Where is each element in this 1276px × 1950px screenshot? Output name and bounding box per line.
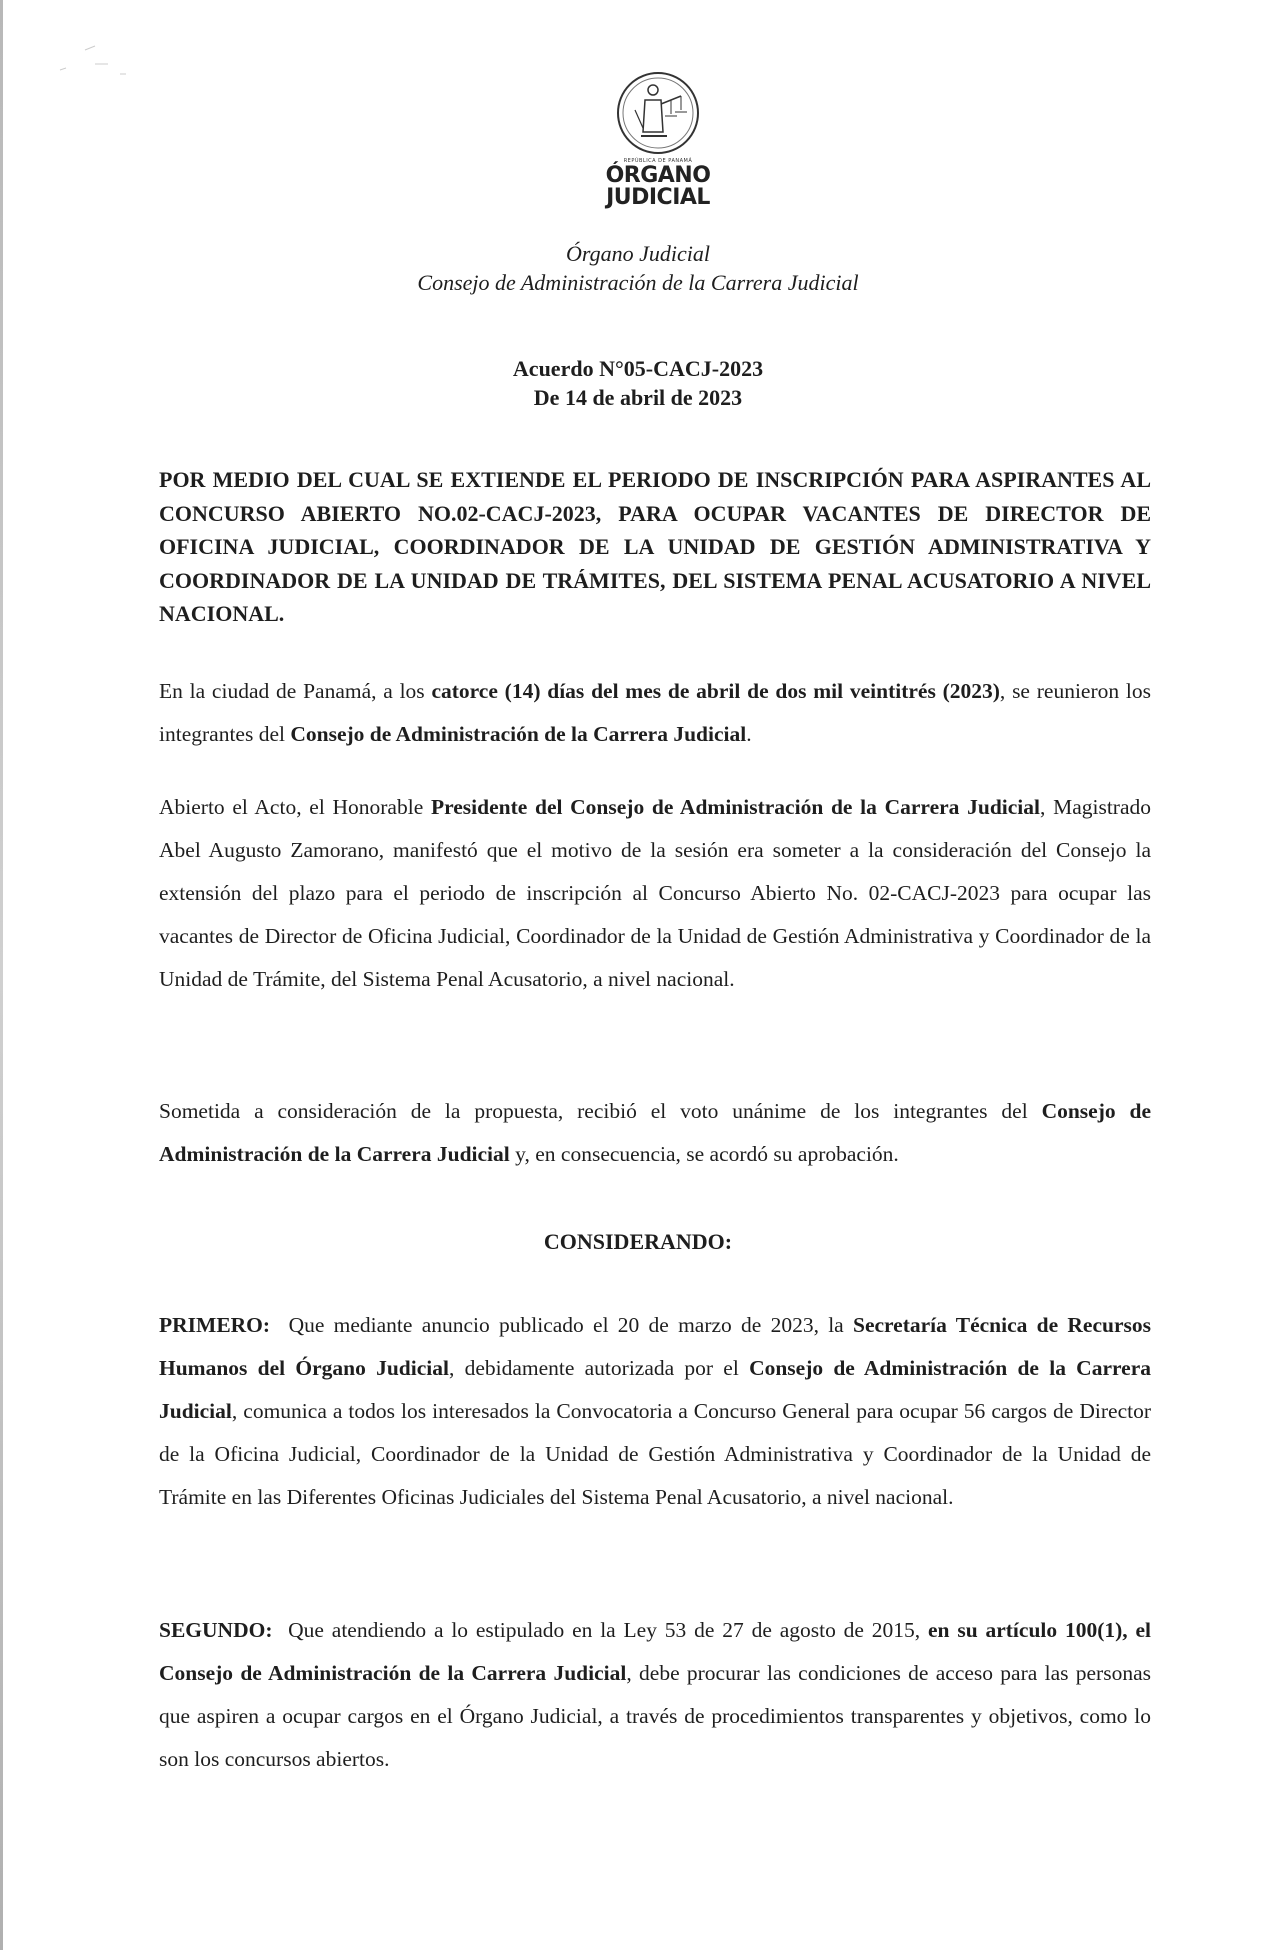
logo-line-judicial: JUDICIAL	[606, 185, 710, 210]
p2-bold-president: Presidente del Consejo de Administración de la Carrera Judicial	[430, 795, 1040, 819]
primero-label: PRIMERO:	[159, 1313, 271, 1337]
paragraph-president-motion	[159, 786, 1151, 1001]
paragraph-approval	[159, 1090, 1151, 1176]
segundo-text-2: , debe procurar las condiciones de acceso para las personas que aspiren a ocupar cargos en el Órgano Judicial, a través de procedimientos transparentes y objetivos, como lo son los concursos abiertos.	[159, 1661, 1151, 1771]
paragraph-segundo	[159, 1609, 1151, 1781]
organo-judicial-logo	[598, 70, 718, 210]
p3-bold-council: Consejo de Administración de la Carrera Judicial	[159, 1099, 1152, 1166]
p1-bold-council: Consejo de Administración de la Carrera Judicial	[290, 722, 747, 746]
primero-text-2: , debidamente autorizada por el	[448, 1356, 750, 1380]
agreement-number: Acuerdo N°05-CACJ-2023	[512, 356, 764, 381]
p3-text-1: Sometida a consideración de la propuesta, recibió el voto unánime de los integrantes del	[159, 1099, 1042, 1123]
considerando-heading: CONSIDERANDO:	[543, 1229, 733, 1254]
scales-of-justice-seal-icon	[615, 70, 701, 156]
primero-text-3: , comunica a todos los interesados la Convocatoria a Concurso General para ocupar 56 cargos de Director de la Oficina Judicial, Coordinador de la Unidad de Gestión Administrativa y Coordinador de la Unidad de Trámite en las Diferentes Oficinas Judiciales del Sistema Penal Acusatorio, a nivel nacional.	[159, 1399, 1151, 1509]
logo-republic: REPÚBLICA DE PANAMÁ	[623, 158, 693, 164]
header-org: Órgano Judicial	[566, 241, 710, 266]
primero-bold-council: Consejo de Administración de la Carrera Judicial	[159, 1356, 1151, 1423]
p1-bold-date: catorce (14) días del mes de abril de dos mil veintitrés (2023)	[431, 679, 1000, 703]
paragraph-primero	[159, 1304, 1151, 1519]
p2-text-2: , Magistrado Abel Augusto Zamorano, manifestó que el motivo de la sesión era someter a la consideración del Consejo la extensión del plazo para el periodo de inscripción al Concurso Abierto No. 02-CACJ-2023 para ocupar las vacantes de Director de Oficina Judicial, Coordinador de la Unidad de Gestión Administrativa y Coordinador de la Unidad de Trámite, del Sistema Penal Acusatorio, a nivel nacional.	[159, 795, 1152, 991]
header-council: Consejo de Administración de la Carrera Judicial	[417, 270, 859, 295]
segundo-label: SEGUNDO:	[159, 1618, 273, 1642]
primero-bold-secretaria: Secretaría Técnica de Recursos Humanos del Órgano Judicial	[159, 1313, 1152, 1380]
logo-line-organo: ÓRGANO	[605, 163, 711, 188]
p1-text-3: .	[746, 722, 752, 746]
p1-text-1: En la ciudad de Panamá, a los	[159, 679, 432, 703]
resolution-title: POR MEDIO DEL CUAL SE EXTIENDE EL PERIODO DE INSCRIPCIÓN PARA ASPIRANTES AL CONCURSO ABIERTO NO.02-CACJ-2023, PARA OCUPAR VACANTES DE DIRECTOR DE OFICINA JUDICIAL, COORDINADOR DE LA UNIDAD DE GESTIÓN ADMINISTRATIVA Y COORDINADOR DE LA UNIDAD DE TRÁMITES, DEL SISTEMA PENAL ACUSATORIO A NIVEL NACIONAL.	[159, 467, 1151, 626]
scan-specks	[50, 40, 150, 100]
segundo-bold-article: en su artículo 100(1), el Consejo de Administración de la Carrera Judicial	[159, 1618, 1152, 1685]
p2-text-1: Abierto el Acto, el Honorable	[159, 795, 431, 819]
segundo-text-1: Que atendiendo a lo estipulado en la Ley 53 de 27 de agosto de 2015,	[272, 1618, 928, 1642]
paragraph-session-opening	[159, 670, 1151, 756]
primero-text-1: Que mediante anuncio publicado el 20 de marzo de 2023, la	[270, 1313, 853, 1337]
p3-text-2: y, en consecuencia, se acordó su aprobación.	[509, 1142, 899, 1166]
p1-text-2: , se reunieron los integrantes del	[159, 679, 1151, 746]
agreement-date: De 14 de abril de 2023	[533, 385, 743, 410]
